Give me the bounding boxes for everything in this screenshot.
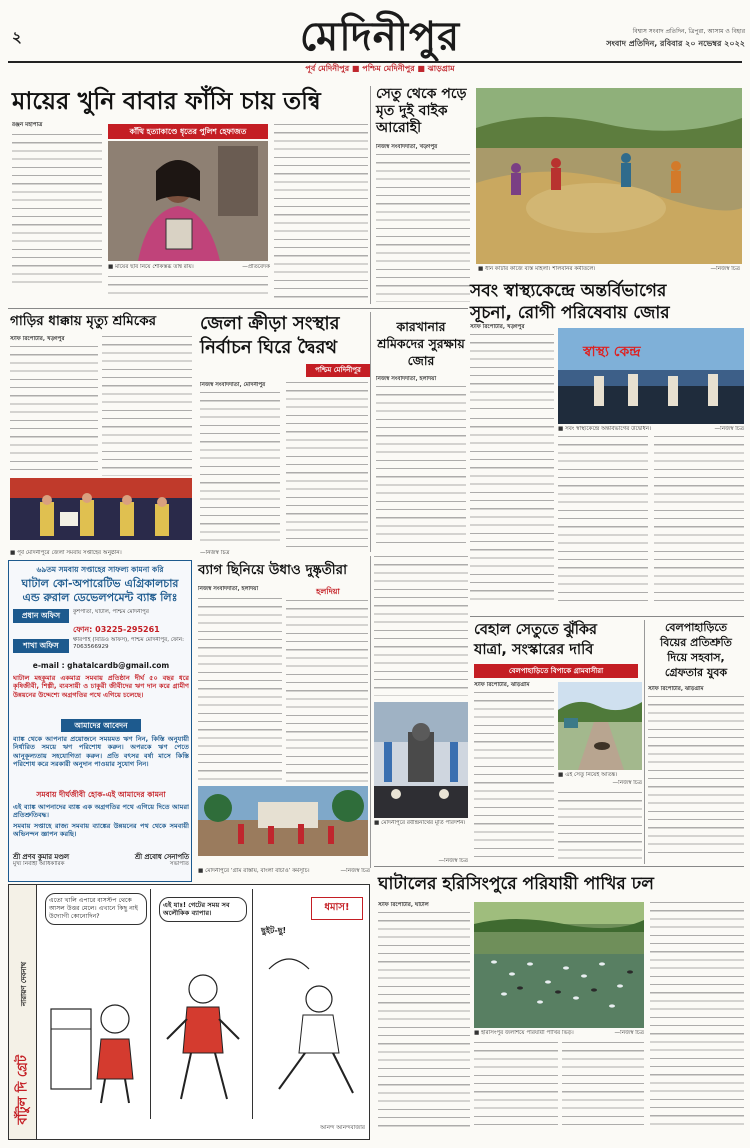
column-divider <box>644 620 645 864</box>
byline: নিজস্ব সংবাদদাতা, হলদিয়া <box>376 376 437 382</box>
story-worker-death <box>8 312 192 548</box>
photo-grieving-daughter <box>108 141 268 261</box>
body-text-col-2 <box>108 276 268 300</box>
photo-rally <box>198 786 368 856</box>
ad-sign-right: শ্রী প্রবোধ সেনাপতি <box>134 853 189 861</box>
body-text-col-2 <box>286 382 368 548</box>
story-bag-snatch <box>196 560 368 866</box>
masthead <box>0 0 750 73</box>
body-text-col-2 <box>286 600 368 782</box>
headline: গাড়ির ধাক্কায় মৃত্যু শ্রমিকের <box>10 313 157 329</box>
body-text-col-1 <box>378 912 470 1130</box>
ad-slogan: সমবায় দীর্ঘজীবী হোক-এই আমাদের কামনা <box>36 790 166 799</box>
row-divider <box>374 866 744 867</box>
headline: সেতু থেকে পড়ে মৃত দুই বাইক আরোহী <box>376 86 467 136</box>
photo-cooperative-event <box>10 478 192 540</box>
body-text-col-1 <box>10 346 98 476</box>
ad-branch-label: শাখা অফিস <box>13 639 69 653</box>
photo-credit: —নিজস্ব চিত্র <box>612 780 642 786</box>
body-text <box>374 556 468 696</box>
ad-bullet-1: এই ব্যাঙ্ক আপনাদের ব্যাঙ্ক এক অগ্রগতির পথে এগিয়ে দিতে আমরা প্রতিশ্রুতিবদ্ধ। <box>13 803 189 820</box>
speech-bubble-4: ছুইট-ছু! <box>261 926 287 935</box>
headline-line-2: যাত্রা, সংস্কারের দাবি <box>474 642 594 658</box>
story-tag: বেলপাহাড়িতে বিপাকে গ্রামবাসীরা <box>474 664 638 678</box>
headline: মায়ের খুনি বাবার ফাঁসি চায় তন্বি <box>12 87 321 115</box>
byline: স্টাফ রিপোর্টার, ঝাড়গ্রাম <box>648 686 704 692</box>
story-factory-workers <box>374 318 468 548</box>
photo-credit-rally: —নিজস্ব চিত্র <box>340 868 370 874</box>
story-mother-murder <box>8 86 368 304</box>
body-text <box>648 696 744 860</box>
photo-caption: ■ এই সেতু নিয়েই আতঙ্ক। <box>558 772 618 778</box>
photo-caption-harvest: ■ ধান কাটার কাজে ব্যস্ত মহিলা। শালবনির কর্মীতলে। <box>478 266 596 272</box>
photo-credit-harvest: —নিজস্ব চিত্র <box>710 266 740 272</box>
headline-line-1: বেলপাহাড়িতে <box>664 621 728 634</box>
speech-bubble-3: ধমাস! <box>311 897 363 920</box>
ad-bank-name-2: এন্ড রুরাল ডেভেলপমেন্ট ব্যাঙ্ক লিঃ <box>22 591 178 604</box>
comic-figure-2 <box>157 949 249 1109</box>
comic-figure-1 <box>45 949 149 1109</box>
page-number: ২ <box>12 28 22 46</box>
svg-text:স্বাস্থ্য কেন্দ্র: স্বাস্থ্য কেন্দ্র <box>583 344 641 360</box>
headline-line-2: নির্বাচন ঘিরে দ্বৈরথ <box>200 337 338 358</box>
byline: স্টাফ রিপোর্টার, ঘাটাল <box>378 902 429 908</box>
photo-credit: —নিজস্ব চিত্র <box>438 858 468 864</box>
ad-head-office-address: কুশপাতা, ঘাটাল, পশ্চিম মেদিনীপুর <box>73 609 149 615</box>
ad-appeal-label: আমাদের আবেদন <box>61 719 141 732</box>
ad-email: e-mail : ghatalcardb@gmail.com <box>32 661 170 670</box>
comic-credit: আনন্দ আনন্দবাজার <box>320 1125 365 1131</box>
body-text-col-1 <box>198 598 282 782</box>
column-divider <box>370 86 371 304</box>
speech-bubble-2: এই যাঃ! গেটের সময় সব অলৌকিক ব্যাপার। <box>159 897 247 922</box>
photo-broken-bridge <box>558 682 642 770</box>
byline: স্টাফ রিপোর্টার, ঝাড়গ্রাম <box>474 682 530 688</box>
comic-strip <box>8 884 370 1140</box>
column-divider <box>370 312 371 552</box>
comic-panel-2 <box>153 889 253 1119</box>
row-divider <box>470 616 744 617</box>
ad-sign-left-role: মুখ্য নির্বাহী আধিকারিক <box>13 861 65 867</box>
ad-appeal: ব্যাঙ্ক থেকে আপনার প্রয়োজনে সময়মত ঋণ নিন, কিস্তি অনুযায়ী নির্ধারিত সময়ে ঋণ পরিশোধ করুন। অপরকে ঋণ পেতে আনুকূল্যতায় সহযোগিতা করুন। প্রতি বৎসর বর্ষা মাসে কিস্তি পরিশোধ করে সরকারী অনুদান পাওয়ার সুযোগ নিন। <box>13 735 189 769</box>
comic-author: নারায়ণ দেবনাথ <box>20 961 28 1006</box>
photo-caption: ■ মেদিনীপুরে রবীন্দ্রনাথের মূর্তি পরিদর্শন। <box>374 820 466 826</box>
story-tag: কাঁথি হত্যাকাণ্ডে ধৃতের পুলিশ হেফাজত <box>108 124 268 139</box>
body-text-col-3 <box>562 1042 644 1130</box>
comic-panel-3 <box>255 889 367 1119</box>
story-sports-body <box>196 312 368 552</box>
body-text <box>376 154 470 302</box>
body-text-col-2 <box>102 336 192 476</box>
story-migratory-birds <box>374 900 744 1140</box>
body-text <box>376 386 466 546</box>
byline: স্টাফ রিপোর্টার, খড়্গপুর <box>470 324 525 330</box>
photo-credit: —নিজস্ব চিত্র <box>714 426 744 432</box>
story-bridge-accident <box>374 86 472 306</box>
photo-paddy-harvest <box>476 88 742 264</box>
headline-line-1: জেলা ক্রীড়া সংস্থার <box>200 313 340 334</box>
row-divider <box>8 308 468 309</box>
story-sabang-body <box>470 324 744 614</box>
ad-head-office-label: প্রধান অফিস <box>13 609 69 623</box>
page-title: মেদিনীপুর <box>299 14 461 60</box>
byline: নিজস্ব সংবাদদাতা, মেদিনীপুর <box>200 382 266 388</box>
headline-line-2: বিয়ের প্রতিশ্রুতি <box>660 636 732 649</box>
photo-caption: ■ মায়ের ছবি নিয়ে শোকস্তব্ধ তন্বি রায়। <box>108 264 194 270</box>
body-text-col-4 <box>650 902 744 1130</box>
byline: স্টাফ রিপোর্টার, খড়্গপুর <box>10 336 65 342</box>
photo-health-centre <box>558 328 744 424</box>
headline: কারখানার শ্রমিকদের সুরক্ষায় জোর <box>377 319 465 368</box>
body-text-col-2 <box>474 1042 558 1130</box>
comic-brand-band <box>9 885 37 1139</box>
body-text-col-1 <box>12 134 102 284</box>
headline-sabang-1: সবং স্বাস্থ্যকেন্দ্রে অন্তর্বিভাগের <box>470 281 667 301</box>
ad-bullet-2: সমবায় সপ্তাহে রাজ্য সমবায় ব্যাঙ্কের উন্নয়নের পথ থেকে সমবায়ী অভিনন্দন জ্ঞাপন করছি। <box>13 822 189 839</box>
body-text-col-3 <box>558 436 648 604</box>
photo-caption: ■ হরিসিংপুর জলাশয়ে পরিযায়ী পাখির ভিড়। <box>474 1030 574 1036</box>
story-tag: হলদিয়া <box>316 587 340 596</box>
masthead-meta-2: সংবাদ প্রতিদিন, রবিবার ২০ নভেম্বর ২০২২ <box>606 39 745 48</box>
photo-caption: ■ সবং স্বাস্থ্যকেন্দ্রে অন্তর্বিভাগের উদ্বোধন। <box>558 426 652 432</box>
body-text-col-4 <box>654 436 744 604</box>
ad-sign-right-role: সভাপতি <box>169 861 189 867</box>
byline: রঞ্জন মহাপাত্র <box>12 122 43 128</box>
story-bridge-repair <box>470 620 642 864</box>
headline-birds: ঘাটালের হরিসিংপুরে পরিযায়ী পাখির ঢল <box>378 874 654 894</box>
comic-brand: বাঁটুল দি গ্রেট <box>15 1055 31 1125</box>
photo-birds-wetland <box>474 902 644 1028</box>
speech-bubble-1: এতো খালি এপারে বাসস্টপ থেকে আসল উত্তর মেলে। এখানে কিছু নাই উদ্যোগী কোনোদিন? <box>45 893 147 925</box>
story-tag: পশ্চিম মেদিনীপুর <box>306 364 370 377</box>
headline: ব্যাগ ছিনিয়ে উধাও দুষ্কৃতীরা <box>198 562 348 578</box>
byline: নিজস্ব সংবাদদাতা, হলদিয়া <box>198 586 259 592</box>
cooperative-bank-ad <box>8 560 192 882</box>
ad-intro: ঘাটাল মহকুমার একমাত্র সমবায় প্রতিষ্ঠান দীর্ঘ ৫০ বছর ধরে কৃষিজীবী, শিল্পী, ব্যবসায়ী ও চাকুরী জীবীদের ঋণ দান করে গ্রামীণ উন্নয়নের উদ্দেশ্যে অগ্রগতির পথে এগিয়ে চলেছে। <box>13 674 189 699</box>
comic-panel-1 <box>41 889 151 1119</box>
ad-bank-name-1: ঘাটাল কো-অপারেটিভ এগ্রিকালচার <box>21 577 179 590</box>
headline-line-4: গ্রেফতার যুবক <box>664 666 728 679</box>
story-statue <box>374 556 468 868</box>
column-divider <box>370 556 371 868</box>
ad-phone: ফোন: 03225-295261 <box>73 625 160 634</box>
photo-caption-cooperative: ■ পূর্ব মেদিনীপুরে জেলা সমবায় সপ্তাহের অনুষ্ঠান। <box>10 550 122 556</box>
body-text-col-2 <box>558 792 642 860</box>
body-text-col-1 <box>200 392 280 548</box>
story-marriage-promise <box>648 620 744 864</box>
body-text-col-1 <box>474 692 554 860</box>
photo-statue <box>374 702 468 818</box>
photo-credit: —নিজস্ব চিত্র <box>614 1030 644 1036</box>
headline-line-3: দিয়ে সহবাস, <box>667 651 725 664</box>
body-text-col-3 <box>274 124 368 300</box>
byline: নিজস্ব সংবাদদাতা, খড়্গপুর <box>376 144 438 150</box>
headline-line-1: বেহাল সেতুতে ঝুঁকির <box>474 622 597 638</box>
ad-top-line: ৬৯তম সমবায় সপ্তাহের সাফল্য কামনা করি <box>36 565 164 574</box>
body-text-col-2 <box>470 418 554 604</box>
ad-branch-address: ক্ষীরপাই (বিডিও অফিস), পশ্চিম মেদিনীপুর, ফোন: 7063566929 <box>73 637 184 650</box>
masthead-meta-1: বিশ্বাস সংবাদ প্রতিদিন, ত্রিপুরা, আসাম ও বিহার <box>632 28 745 35</box>
photo-credit-cooperative: —নিজস্ব চিত্র <box>200 550 230 556</box>
section-strip: পূর্ব মেদিনীপুর ■ পশ্চিম মেদিনীপুর ■ ঝাড়গ্রাম <box>305 64 455 73</box>
body-text-col-1 <box>470 334 554 412</box>
photo-credit: —প্রতিবেদক <box>242 264 270 270</box>
headline-sabang-2: সূচনা, রোগী পরিষেবায় জোর <box>470 303 670 323</box>
comic-figure-3 <box>259 949 363 1109</box>
photo-caption-rally: ■ মেদিনীপুরে ‘গ্রাম রাস্তায়, বাংলা বাঁচাও’ কর্মসূচি। <box>198 868 310 874</box>
ad-sign-left: শ্রী প্রণব কুমার মণ্ডল <box>13 853 69 861</box>
